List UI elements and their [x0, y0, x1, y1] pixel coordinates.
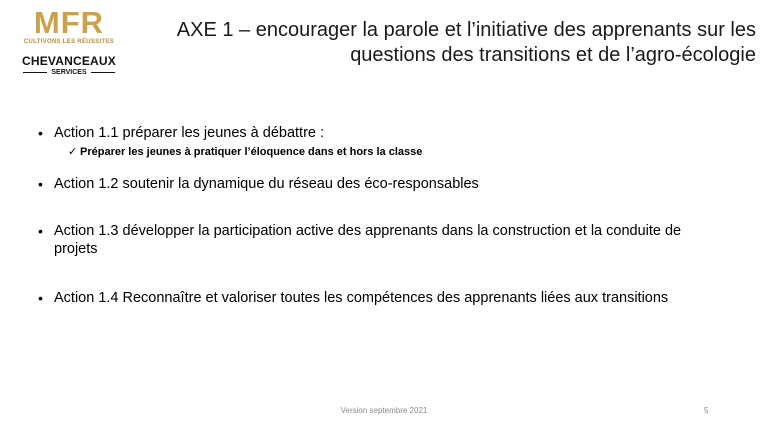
- logo-subtitle: [10, 69, 128, 76]
- action-label: Action 1.4 Reconnaître et valoriser toutes les compétences des apprenants liées aux transitions: [54, 290, 669, 306]
- action-item-1-1: [38, 124, 738, 142]
- logo-rule-left: [23, 72, 47, 73]
- action-label: Action 1.1 préparer les jeunes à débattre :: [54, 125, 325, 141]
- action-label: Action 1.2 soutenir la dynamique du réseau des éco-responsables: [54, 176, 479, 192]
- mfr-logo: [10, 5, 128, 84]
- logo-name: CHEVANCEAUX: [22, 54, 116, 68]
- logo-sub-label: SERVICES: [51, 69, 87, 76]
- action-item-1-3: [38, 222, 738, 258]
- slide-title: AXE 1 – encourager la parole et l’initiative des apprenants sur les questions des transitions et de l’agro-écologie: [176, 19, 756, 66]
- checkmark-icon: ✓: [68, 146, 78, 158]
- action-sub-item: [68, 145, 738, 159]
- page-number: 5: [704, 406, 709, 415]
- bullet-icon: •: [38, 223, 43, 239]
- action-label: Action 1.3 développer la participation active des apprenants dans la construction et la conduite de projets: [54, 223, 682, 257]
- bullet-icon: •: [38, 290, 43, 306]
- version-label: Version septembre 2021: [340, 406, 428, 415]
- action-item-1-4: [38, 289, 738, 307]
- action-list: [38, 124, 738, 307]
- logo-tagline: CULTIVONS LES RÉUSSITES: [23, 39, 115, 45]
- logo-rule-right: [91, 72, 115, 73]
- action-sub-label: Préparer les jeunes à pratiquer l’éloquence dans et hors la classe: [80, 146, 423, 158]
- bullet-icon: •: [38, 176, 43, 192]
- bullet-icon: •: [38, 125, 43, 141]
- logo-mark: MFR: [33, 5, 105, 40]
- action-item-1-2: [38, 175, 738, 193]
